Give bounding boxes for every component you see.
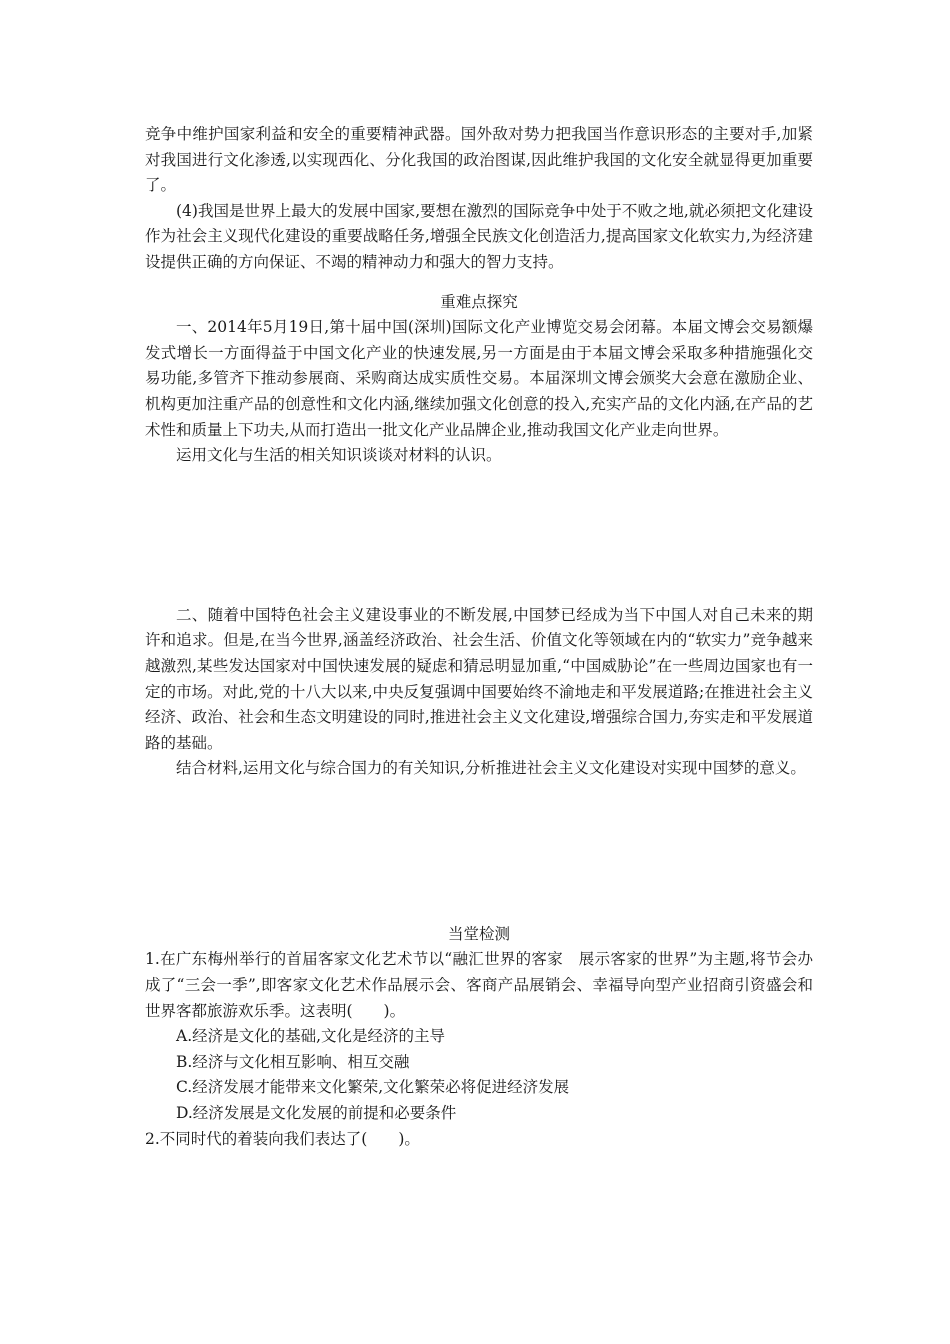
answer-space-1 [145,469,813,603]
intro-paragraph-continued: 竞争中维护国家利益和安全的重要精神武器。国外敌对势力把我国当作意识形态的主要对手,加紧对我国进行文化渗透,以实现西化、分化我国的政治图谋,因此维护我国的文化安全就显得更加重要了。 [145,125,813,195]
test-question-2-stem: 2.不同时代的着装向我们表达了( )。 [145,1129,420,1148]
test-question-1-option-d: D.经济发展是文化发展的前提和必要条件 [176,1104,457,1123]
test-question-1-stem: 1.在广东梅州举行的首届客家文化艺术节以“融汇世界的客家 展示客家的世界”为主题,将节会办成了“三会一季”,即客家文化艺术作品展示会、客商产品展销会、幸福导向型产业招商引资盛会和世界客都旅游欢乐季。这表明( )。 [145,950,813,1020]
intro-paragraph-4: (4)我国是世界上最大的发展中国家,要想在激烈的国际竞争中处于不败之地,就必须把文化建设作为社会主义现代化建设的重要战略任务,增强全民族文化创造活力,提高国家文化软实力,为经济建设提供正确的方向保证、不竭的精神动力和强大的智力支持。 [145,201,813,271]
test-question-1-option-a: A.经济是文化的基础,文化是经济的主导 [176,1027,446,1046]
question-1-material: 一、2014年5月19日,第十届中国(深圳)国际文化产业博览交易会闭幕。本届文博会交易额爆发式增长一方面得益于中国文化产业的快速发展,另一方面是由于本届文博会采取多种措施强化交易功能,多管齐下推动参展商、采购商达成实质性交易。本届深圳文博会颁奖大会意在激励企业、机构更加注重产品的创意性和文化内涵,继续加强文化创意的投入,充实产品的文化内涵,在产品的艺术性和质量上下功夫,从而打造出一批文化产业品牌企业,推动我国文化产业走向世界。 [145,318,813,439]
answer-space-2 [145,782,813,922]
question-2-prompt: 结合材料,运用文化与综合国力的有关知识,分析推进社会主义文化建设对实现中国梦的意义。 [176,759,806,778]
test-question-1-option-c: C.经济发展才能带来文化繁荣,文化繁荣必将促进经济发展 [176,1078,570,1097]
document-page [145,122,813,1152]
test-question-1-option-b: B.经济与文化相互影响、相互交融 [176,1052,410,1071]
section-heading-key-points: 重难点探究 [440,292,518,311]
question-1-prompt: 运用文化与生活的相关知识谈谈对材料的认识。 [176,446,502,465]
question-2-material: 二、随着中国特色社会主义建设事业的不断发展,中国梦已经成为当下中国人对自己未来的期许和追求。但是,在当今世界,涵盖经济政治、社会生活、价值文化等领域在内的“软实力”竞争越来越激烈,某些发达国家对中国快速发展的疑虑和猜忌明显加重,“中国威胁论”在一些周边国家也有一定的市场。对此,党的十八大以来,中央反复强调中国要始终不渝地走和平发展道路;在推进社会主义经济、政治、社会和生态文明建设的同时,推进社会主义文化建设,增强综合国力,夯实走和平发展道路的基础。 [145,605,813,752]
section-heading-class-test: 当堂检测 [447,924,510,943]
